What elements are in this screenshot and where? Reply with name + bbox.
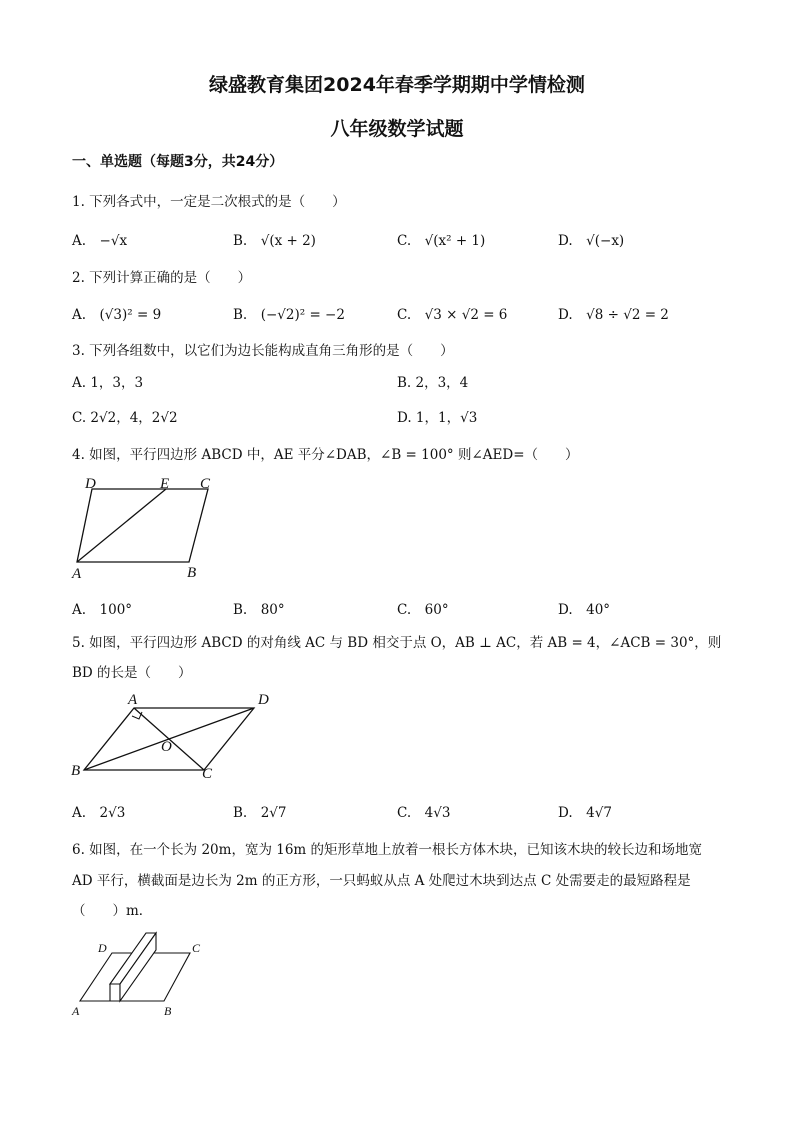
question-3-option-b: B. 2，3，4 (397, 375, 469, 391)
question-6-figure (68, 928, 218, 1020)
question-4-option-a: A. 100° (72, 602, 133, 618)
question-3-option-d: D. 1，1，√3 (397, 410, 478, 426)
question-4-option-b: B. 80° (233, 602, 285, 618)
question-5-option-c: C. 4√3 (397, 805, 451, 821)
label-a: A (128, 692, 138, 708)
question-1-option-b: B. √(x + 2) (233, 233, 316, 249)
question-2-stem: 2. 下列计算正确的是（ ） (72, 270, 252, 286)
label-b: B (187, 565, 197, 581)
label-c: C (192, 941, 201, 955)
label-c: C (200, 476, 211, 492)
block-front-face (110, 984, 120, 1001)
question-3-option-c: C. 2√2，4，2√2 (72, 410, 178, 426)
question-1-option-d: D. √(−x) (558, 233, 625, 249)
question-3-option-a: A. 1，3，3 (72, 375, 144, 391)
label-e: E (160, 476, 170, 492)
question-5-option-d: D. 4√7 (558, 805, 612, 821)
label-b: B (71, 763, 81, 779)
question-5-stem-line-2: BD 的长是（ ） (72, 665, 192, 681)
label-b: B (164, 1004, 172, 1018)
question-1-option-c: C. √(x² + 1) (397, 233, 486, 249)
label-d: D (85, 476, 96, 492)
label-o: O (161, 739, 172, 755)
question-6-stem-line-1: 6. 如图，在一个长为 20m，宽为 16m 的矩形草地上放着一根长方体木块，已知该木块的较长边和场地宽 (72, 842, 703, 858)
question-2-option-a: A. (√3)² = 9 (72, 307, 162, 323)
question-5-stem-line-1: 5. 如图，平行四边形 ABCD 的对角线 AC 与 BD 相交于点 O，AB ⊥ AC，若 AB = 4，∠ACB = 30°，则 (72, 635, 722, 651)
question-6-stem-line-3: （ ）m． (72, 903, 153, 919)
label-a: A (72, 1004, 80, 1018)
exam-title: 绿盛教育集团2024年春季学期期中学情检测 (209, 74, 585, 96)
question-4-stem: 4. 如图，平行四边形 ABCD 中，AE 平分∠DAB，∠B = 100° 则∠AED=（ ） (72, 447, 579, 463)
question-1-option-a: A. −√x (72, 233, 128, 249)
question-6-stem-line-2: AD 平行，横截面是边长为 2m 的正方形，一只蚂蚁从点 A 处爬过木块到达点 C 处需要走的最短路程是 (72, 873, 691, 889)
label-d: D (98, 941, 107, 955)
question-3-stem: 3. 下列各组数中，以它们为边长能构成直角三角形的是（ ） (72, 343, 454, 359)
question-5-option-b: B. 2√7 (233, 805, 287, 821)
question-5-option-a: A. 2√3 (72, 805, 126, 821)
question-4-option-d: D. 40° (558, 602, 611, 618)
question-1-stem: 1. 下列各式中，一定是二次根式的是（ ） (72, 194, 346, 210)
question-2-option-b: B. (−√2)² = −2 (233, 307, 345, 323)
question-2-option-d: D. √8 ÷ √2 = 2 (558, 307, 669, 323)
question-2-option-c: C. √3 × √2 = 6 (397, 307, 508, 323)
label-a: A (72, 566, 82, 582)
question-4-option-c: C. 60° (397, 602, 449, 618)
section-heading: 一、单选题（每题3分，共24分） (72, 154, 284, 170)
label-d: D (258, 692, 269, 708)
question-5-figure (68, 688, 288, 788)
label-c: C (202, 766, 213, 782)
parallelogram-abcd (77, 489, 208, 562)
exam-subtitle: 八年级数学试题 (330, 118, 464, 140)
question-4-figure (70, 472, 220, 584)
